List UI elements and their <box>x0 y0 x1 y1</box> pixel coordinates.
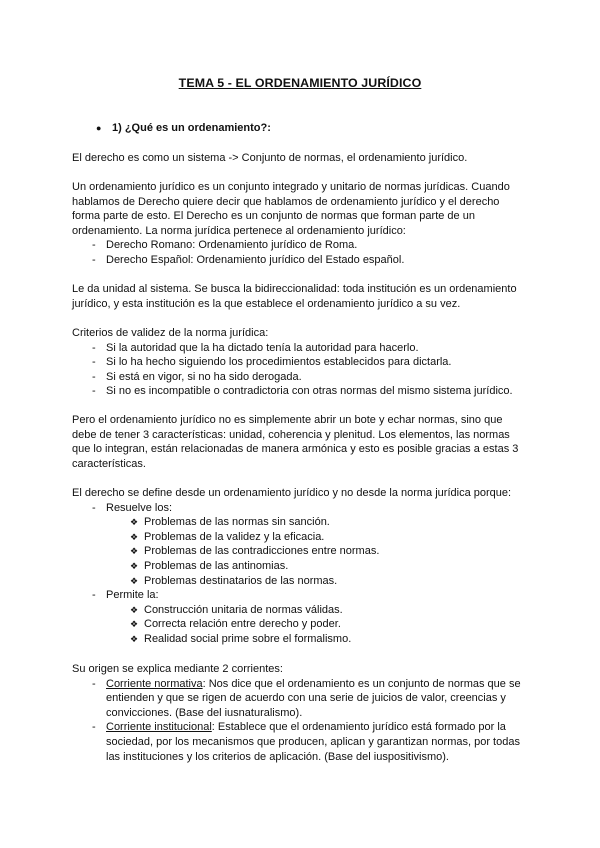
paragraph-2 <box>72 180 540 268</box>
text-line: convicciones. (Base del iusnaturalismo). <box>106 706 303 719</box>
text-line: que lo integran, están relacionadas de manera armónica y esto es posible gracias a estas 3 <box>72 443 519 456</box>
text-line: Un ordenamiento jurídico es un conjunto integrado y unitario de normas jurídicas. Cuando <box>72 181 510 193</box>
text-line: El derecho se define desde un ordenamiento jurídico y no desde la norma jurídica porque: <box>72 487 512 499</box>
text-line: Criterios de validez de la norma jurídica: <box>72 327 269 339</box>
list-item: - Corriente normativa: Nos dice que el ordenamiento es un conjunto de normas que se <box>72 677 540 692</box>
list-item: - Derecho Español: Ordenamiento jurídico del Estado español. <box>72 253 540 268</box>
paragraph-7 <box>72 662 540 764</box>
text-line: las instituciones y los criterios de aplicación. (Base del iuspositivismo). <box>106 750 449 763</box>
text-line: hablamos de Derecho quiere decir que hablamos de ordenamiento jurídico y el derecho <box>72 195 500 208</box>
text-line: sociedad, por los mecanismos que producen, aplican y garantizan normas, por todas <box>106 735 520 748</box>
section-heading <box>96 121 271 136</box>
diamond-bullet-icon: ❖ <box>130 633 139 644</box>
sub-list-item: ❖ Correcta relación entre derecho y poder. <box>130 618 341 631</box>
paragraph-3 <box>72 282 540 311</box>
sub-list-item: ❖ Realidad social prime sobre el formalismo. <box>130 632 352 645</box>
text-line: Pero el ordenamiento jurídico no es simplemente abrir un bote y echar normas, sino que <box>72 414 503 426</box>
paragraph-4 <box>72 326 540 399</box>
term-institucional: Corriente institucional <box>106 721 212 734</box>
sub-list-item: ❖ Problemas destinatarios de las normas. <box>130 574 338 587</box>
list-item: - Si la autoridad que la ha dictado tenía la autoridad para hacerlo. <box>72 341 540 356</box>
diamond-bullet-icon: ❖ <box>130 531 139 542</box>
bullet-icon: ● <box>96 123 102 133</box>
paragraph-1: El derecho es como un sistema -> Conjunto de normas, el ordenamiento jurídico. <box>72 152 468 164</box>
sub-list-item: ❖ Construcción unitaria de normas válidas. <box>130 603 343 616</box>
text-line: entienden y que se rigen de acuerdo con una serie de juicios de valor, creencias y <box>106 692 506 705</box>
term-normativa: Corriente normativa <box>106 677 203 690</box>
text-line: Le da unidad al sistema. Se busca la bidireccionalidad: toda institución es un ordenamiento <box>72 283 517 295</box>
text-line: forma parte de esto. El Derecho es un conjunto de normas que forman parte de un <box>72 210 475 223</box>
sub-list-item: ❖ Problemas de la validez y la eficacia. <box>130 530 325 543</box>
text-line: jurídico, y esta institución es la que establece el ordenamiento jurídico a su vez. <box>72 297 461 310</box>
list-item: - Derecho Romano: Ordenamiento jurídico de Roma. <box>72 238 540 253</box>
sub-list-item: ❖ Problemas de las contradicciones entre normas. <box>130 545 380 558</box>
list-item: - Corriente institucional: Establece que el ordenamiento jurídico está formado por la <box>72 720 540 735</box>
list-item: - Si no es incompatible o contradictoria con otras normas del mismo sistema jurídico. <box>72 384 540 399</box>
list-item: - Resuelve los: <box>72 501 540 516</box>
sub-list-item: ❖ Problemas de las normas sin sanción. <box>130 516 330 529</box>
list-item: - Si está en vigor, si no ha sido derogada. <box>72 370 540 385</box>
text-line: debe de tener 3 características: unidad, coherencia y plenitud. Los elementos, las normas <box>72 428 510 441</box>
diamond-bullet-icon: ❖ <box>130 517 139 528</box>
paragraph-6 <box>72 486 540 647</box>
sub-list-item: ❖ Problemas de las antinomias. <box>130 559 289 572</box>
diamond-bullet-icon: ❖ <box>130 604 139 615</box>
text-line: características. <box>72 457 146 470</box>
section-heading-text: 1) ¿Qué es un ordenamiento?: <box>112 122 271 134</box>
page-title: TEMA 5 - EL ORDENAMIENTO JURÍDICO <box>178 76 422 90</box>
list-item: - Permite la: <box>72 588 540 603</box>
diamond-bullet-icon: ❖ <box>130 560 139 571</box>
diamond-bullet-icon: ❖ <box>130 575 139 586</box>
text-line: Su origen se explica mediante 2 corrientes: <box>72 663 283 675</box>
paragraph-5 <box>72 413 540 471</box>
text-line: ordenamiento. La norma jurídica pertenece al ordenamiento jurídico: <box>72 224 406 237</box>
list-item: - Si lo ha hecho siguiendo los procedimientos establecidos para dictarla. <box>72 355 540 370</box>
diamond-bullet-icon: ❖ <box>130 546 139 557</box>
diamond-bullet-icon: ❖ <box>130 619 139 630</box>
